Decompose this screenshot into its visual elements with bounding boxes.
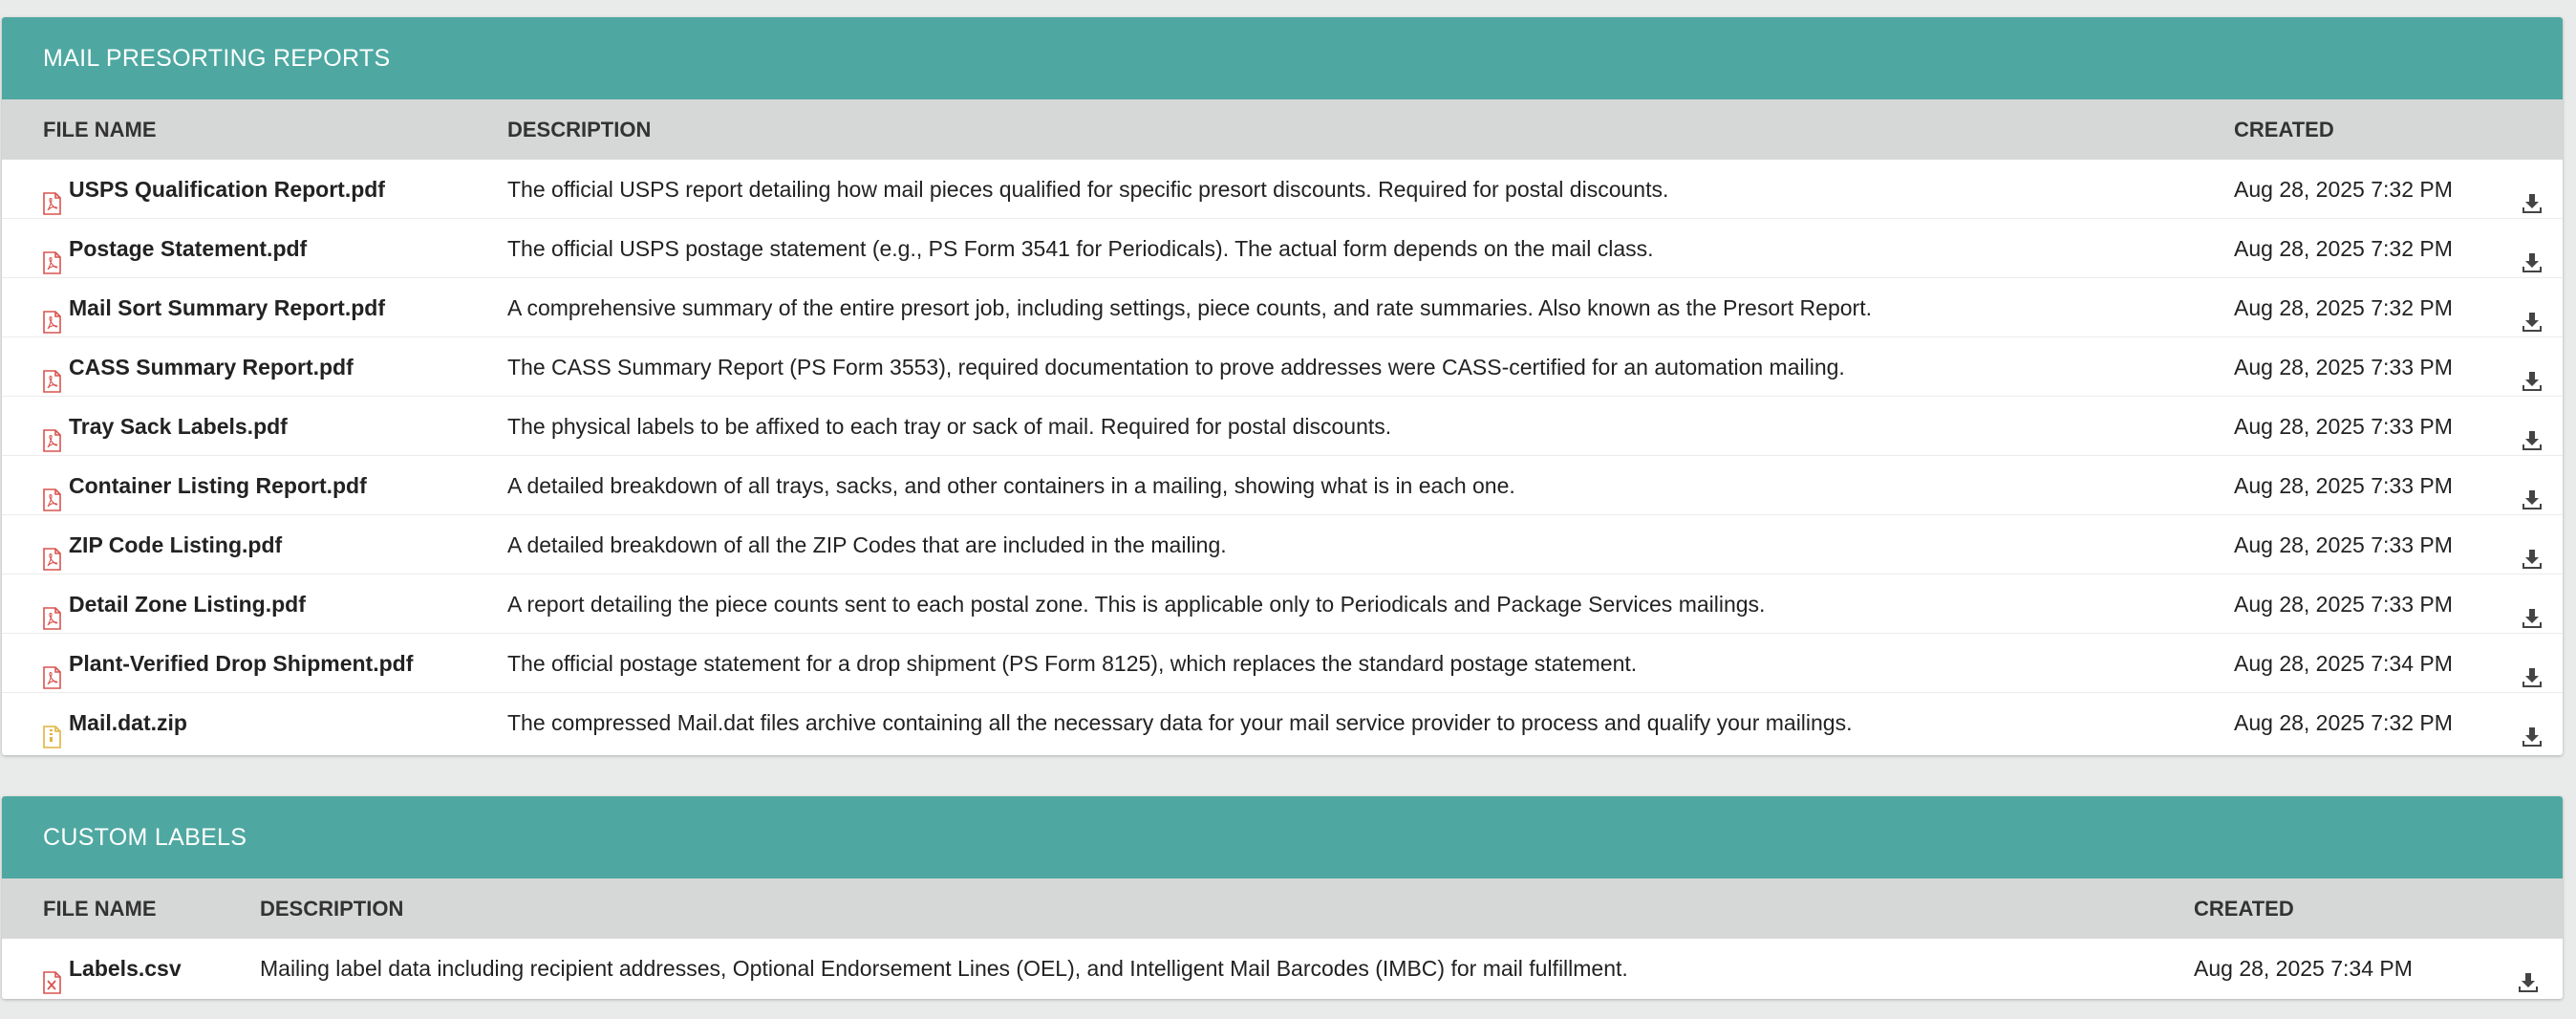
download-icon[interactable] xyxy=(2521,356,2544,379)
pdf-file-icon xyxy=(43,533,61,556)
file-description: The compressed Mail.dat files archive containing all the necessary data for your mail service provider to process and qualify your mailings. xyxy=(507,710,1853,735)
column-file-name[interactable]: FILE NAME xyxy=(43,897,157,921)
download-icon[interactable] xyxy=(2521,178,2544,201)
created-timestamp: Aug 28, 2025 7:33 PM xyxy=(2234,592,2453,617)
file-name-link[interactable] xyxy=(43,337,354,397)
pdf-file-icon xyxy=(43,652,61,675)
pdf-file-icon xyxy=(43,237,61,260)
table-row xyxy=(2,278,2563,337)
pdf-file-icon xyxy=(43,356,61,379)
created-timestamp: Aug 28, 2025 7:32 PM xyxy=(2234,710,2453,735)
column-file-name[interactable]: FILE NAME xyxy=(43,118,157,141)
download-icon[interactable] xyxy=(2521,593,2544,616)
table-row xyxy=(2,160,2563,219)
created-timestamp: Aug 28, 2025 7:33 PM xyxy=(2234,355,2453,379)
table-row xyxy=(2,693,2563,752)
file-name-text: Tray Sack Labels.pdf xyxy=(69,414,288,439)
file-name-link[interactable] xyxy=(43,219,307,278)
table-row xyxy=(2,456,2563,515)
file-name-text: ZIP Code Listing.pdf xyxy=(69,532,283,557)
file-name-text: Plant-Verified Drop Shipment.pdf xyxy=(69,651,414,676)
created-timestamp: Aug 28, 2025 7:33 PM xyxy=(2234,473,2453,498)
pdf-file-icon xyxy=(43,593,61,616)
file-name-link[interactable] xyxy=(43,397,288,456)
file-name-text: Mail.dat.zip xyxy=(69,710,187,735)
labels-column-header xyxy=(2,878,2563,939)
file-name-link[interactable] xyxy=(43,278,385,337)
file-name-text: Container Listing Report.pdf xyxy=(69,473,367,498)
file-name-text: CASS Summary Report.pdf xyxy=(69,355,354,379)
table-row xyxy=(2,337,2563,397)
file-name-link[interactable] xyxy=(43,634,413,693)
file-description: The official USPS postage statement (e.g., PS Form 3541 for Periodicals). The actual form depends on the mail class. xyxy=(507,236,1654,261)
table-row xyxy=(2,575,2563,634)
column-description[interactable]: DESCRIPTION xyxy=(507,118,652,141)
created-timestamp: Aug 28, 2025 7:34 PM xyxy=(2194,956,2413,981)
table-row xyxy=(2,397,2563,456)
file-description: A comprehensive summary of the entire presort job, including settings, piece counts, and rate summaries. Also known as the Presort Report. xyxy=(507,295,1872,320)
download-icon[interactable] xyxy=(2521,474,2544,497)
labels-panel-title: CUSTOM LABELS xyxy=(2,796,2563,878)
table-row xyxy=(2,219,2563,278)
file-description: A detailed breakdown of all the ZIP Codes that are included in the mailing. xyxy=(507,532,1227,557)
file-name-link[interactable] xyxy=(43,693,187,752)
file-description: The physical labels to be affixed to each tray or sack of mail. Required for postal discounts. xyxy=(507,414,1392,439)
download-icon[interactable] xyxy=(2521,711,2544,734)
file-name-link[interactable] xyxy=(43,456,367,515)
column-created[interactable]: CREATED xyxy=(2194,897,2294,921)
download-icon[interactable] xyxy=(2521,533,2544,556)
download-icon[interactable] xyxy=(2521,296,2544,319)
file-name-text: Detail Zone Listing.pdf xyxy=(69,592,306,617)
pdf-file-icon xyxy=(43,296,61,319)
file-name-link[interactable] xyxy=(43,515,282,575)
file-name-text: USPS Qualification Report.pdf xyxy=(69,177,385,202)
created-timestamp: Aug 28, 2025 7:32 PM xyxy=(2234,236,2453,261)
table-row xyxy=(2,634,2563,693)
file-description: The official postage statement for a drop shipment (PS Form 8125), which replaces the standard postage statement. xyxy=(507,651,1638,676)
file-name-link[interactable] xyxy=(43,939,182,998)
file-name-text: Labels.csv xyxy=(69,956,182,981)
column-created[interactable]: CREATED xyxy=(2234,118,2334,141)
reports-panel xyxy=(2,17,2563,755)
table-row xyxy=(2,515,2563,575)
file-description: The official USPS report detailing how mail pieces qualified for specific presort discounts. Required for postal discounts. xyxy=(507,177,1669,202)
download-icon[interactable] xyxy=(2521,652,2544,675)
file-description: Mailing label data including recipient addresses, Optional Endorsement Lines (OEL), and Intelligent Mail Barcodes (IMBC) for mail fulfillment. xyxy=(260,956,1628,981)
file-name-link[interactable] xyxy=(43,160,385,219)
file-description: A report detailing the piece counts sent to each postal zone. This is applicable only to Periodicals and Package Services mailings. xyxy=(507,592,1766,617)
file-name-text: Mail Sort Summary Report.pdf xyxy=(69,295,385,320)
download-icon[interactable] xyxy=(2521,415,2544,438)
zip-file-icon xyxy=(43,711,61,734)
created-timestamp: Aug 28, 2025 7:33 PM xyxy=(2234,414,2453,439)
file-name-text: Postage Statement.pdf xyxy=(69,236,308,261)
pdf-file-icon xyxy=(43,178,61,201)
reports-column-header xyxy=(2,99,2563,160)
reports-table-body xyxy=(2,160,2563,752)
table-row xyxy=(2,939,2563,998)
file-description: The CASS Summary Report (PS Form 3553), required documentation to prove addresses were CASS-certified for an automation mailing. xyxy=(507,355,1845,379)
download-icon[interactable] xyxy=(2521,237,2544,260)
file-description: A detailed breakdown of all trays, sacks, and other containers in a mailing, showing what is in each one. xyxy=(507,473,1515,498)
reports-panel-title: MAIL PRESORTING REPORTS xyxy=(2,17,2563,99)
created-timestamp: Aug 28, 2025 7:32 PM xyxy=(2234,295,2453,320)
labels-table-body xyxy=(2,939,2563,998)
labels-panel xyxy=(2,796,2563,999)
download-icon[interactable] xyxy=(2517,957,2540,980)
file-name-link[interactable] xyxy=(43,575,306,634)
created-timestamp: Aug 28, 2025 7:33 PM xyxy=(2234,532,2453,557)
created-timestamp: Aug 28, 2025 7:32 PM xyxy=(2234,177,2453,202)
pdf-file-icon xyxy=(43,474,61,497)
pdf-file-icon xyxy=(43,415,61,438)
csv-file-icon xyxy=(43,957,61,980)
created-timestamp: Aug 28, 2025 7:34 PM xyxy=(2234,651,2453,676)
column-description[interactable]: DESCRIPTION xyxy=(260,897,404,921)
